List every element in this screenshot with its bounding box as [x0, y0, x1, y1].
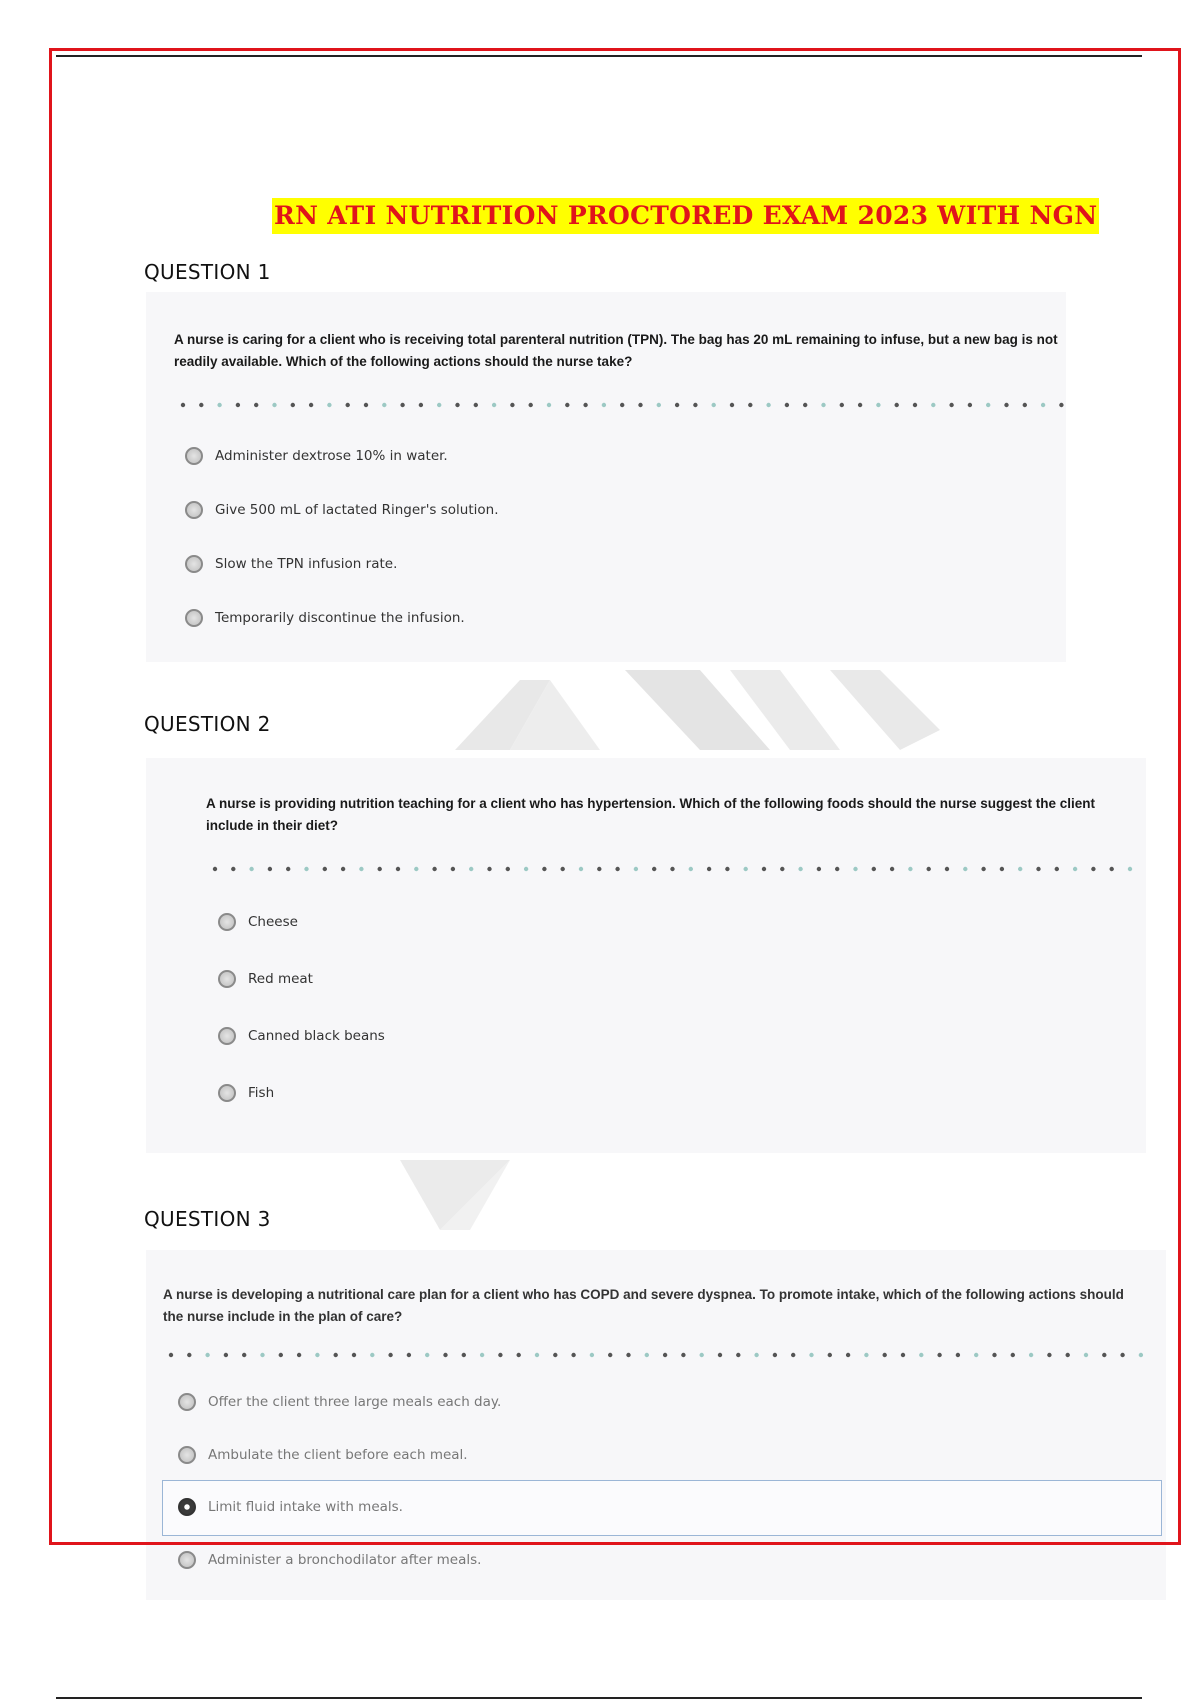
option-label: Administer a bronchodilator after meals. [208, 1552, 482, 1568]
question-1-heading: QUESTION 1 [144, 260, 271, 284]
radio-button[interactable] [185, 501, 203, 519]
option-label: Temporarily discontinue the infusion. [215, 610, 465, 626]
option-label: Give 500 mL of lactated Ringer's solution. [215, 502, 499, 518]
question-3-divider [168, 1352, 1158, 1358]
bottom-rule [56, 1697, 1142, 1699]
radio-button[interactable] [178, 1393, 196, 1411]
option-label: Red meat [248, 971, 313, 987]
option-label: Canned black beans [248, 1028, 385, 1044]
top-rule [56, 55, 1142, 57]
question-3-heading: QUESTION 3 [144, 1207, 271, 1231]
question-1-option-4[interactable] [185, 603, 465, 633]
question-1-divider [180, 402, 1070, 408]
radio-button[interactable] [218, 970, 236, 988]
option-label: Fish [248, 1085, 275, 1101]
option-label: Offer the client three large meals each day. [208, 1394, 502, 1410]
question-3-option-3[interactable] [178, 1492, 403, 1522]
question-3-option-2[interactable] [178, 1440, 468, 1470]
option-label: Administer dextrose 10% in water. [215, 448, 448, 464]
question-2-option-3[interactable] [218, 1021, 385, 1051]
question-3-option-1[interactable] [178, 1387, 501, 1417]
question-1-text: A nurse is caring for a client who is receiving total parenteral nutrition (TPN). The bag has 20 mL remaining to infuse, but a new bag is not readily available. Which of the following actions should the nurse take? [174, 332, 1058, 369]
radio-button[interactable] [178, 1446, 196, 1464]
option-label: Limit fluid intake with meals. [208, 1499, 403, 1515]
radio-button-selected[interactable] [178, 1498, 196, 1516]
question-1-option-3[interactable] [185, 549, 397, 579]
option-label: Ambulate the client before each meal. [208, 1447, 468, 1463]
radio-button[interactable] [218, 913, 236, 931]
question-2-text: A nurse is providing nutrition teaching for a client who has hypertension. Which of the following foods should the nurse suggest the client include in their diet? [206, 796, 1096, 833]
question-2-option-1[interactable] [218, 907, 298, 937]
radio-button[interactable] [218, 1084, 236, 1102]
radio-button[interactable] [185, 555, 203, 573]
radio-button[interactable] [185, 447, 203, 465]
question-1-option-1[interactable] [185, 441, 448, 471]
question-2-option-4[interactable] [218, 1078, 274, 1108]
radio-button[interactable] [218, 1027, 236, 1045]
question-1-option-2[interactable] [185, 495, 499, 525]
question-3-option-4[interactable] [178, 1545, 481, 1575]
radio-button[interactable] [178, 1551, 196, 1569]
option-label: Cheese [248, 914, 298, 930]
option-label: Slow the TPN infusion rate. [215, 556, 398, 572]
question-3-text: A nurse is developing a nutritional care plan for a client who has COPD and severe dyspnea. To promote intake, which of the following actions should the nurse include in the plan of care? [163, 1287, 1124, 1324]
question-2-divider [212, 866, 1142, 872]
document-title: RN ATI NUTRITION PROCTORED EXAM 2023 WITH NGN [272, 198, 1099, 234]
question-2-option-2[interactable] [218, 964, 313, 994]
question-2-heading: QUESTION 2 [144, 712, 271, 736]
radio-button[interactable] [185, 609, 203, 627]
